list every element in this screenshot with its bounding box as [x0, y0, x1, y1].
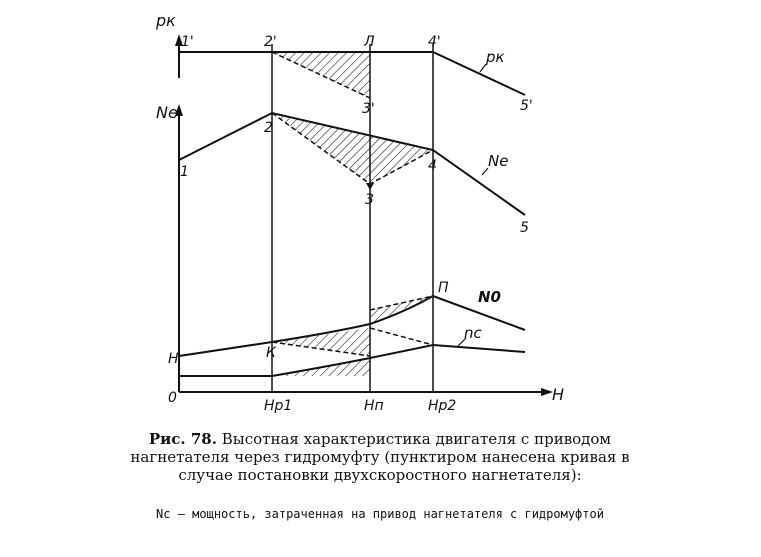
point-5-prime: 5' [520, 98, 533, 114]
hatch-region-k [272, 328, 370, 356]
pk-axis-label: pк [156, 11, 176, 30]
point-4: 4 [428, 158, 437, 174]
ne-dip-arrow [366, 183, 374, 190]
point-4-prime: 4' [428, 34, 441, 50]
point-2-prime: 2' [264, 34, 277, 50]
point-2: 2 [264, 120, 273, 136]
tick-hp2: Hp2 [428, 398, 457, 414]
h-axis-label: H [552, 385, 565, 404]
h-level-label: Н [168, 351, 179, 367]
nc-curve-label: nс [464, 324, 482, 342]
point-5: 5 [520, 220, 529, 236]
pk-curve-label: pк [486, 48, 505, 66]
point-k: К [266, 345, 276, 361]
tick-hp1: Hp1 [264, 398, 293, 414]
ne-axis-label: Ne [156, 103, 178, 122]
figure-note: Nс — мощность, затраченная на привод нагнетателя с гидромуфтой [156, 507, 604, 521]
origin-label: 0 [168, 390, 177, 406]
figure-caption-text: Высотная характеристика двигателя с приводом нагнетателя через гидромуфту (пунктиром нанесена кривая в случае постановки двухскоростного нагнетателя): [130, 430, 630, 484]
point-l: Л [364, 34, 375, 50]
nc-dashed-curve [370, 328, 433, 345]
point-1: 1 [180, 164, 189, 180]
point-3: 3 [365, 192, 374, 208]
n0-curve-label: N0 [478, 288, 501, 306]
figure-number: Рис. 78. [148, 430, 217, 448]
ne-curve-label: Ne [488, 152, 509, 170]
point-p: П [438, 280, 449, 296]
point-3-prime: 3' [362, 101, 375, 117]
figure-caption [130, 430, 630, 484]
tick-hl: Hп [364, 398, 384, 414]
hatch-region-ne [272, 113, 433, 184]
point-1-prime: 1' [181, 34, 194, 50]
